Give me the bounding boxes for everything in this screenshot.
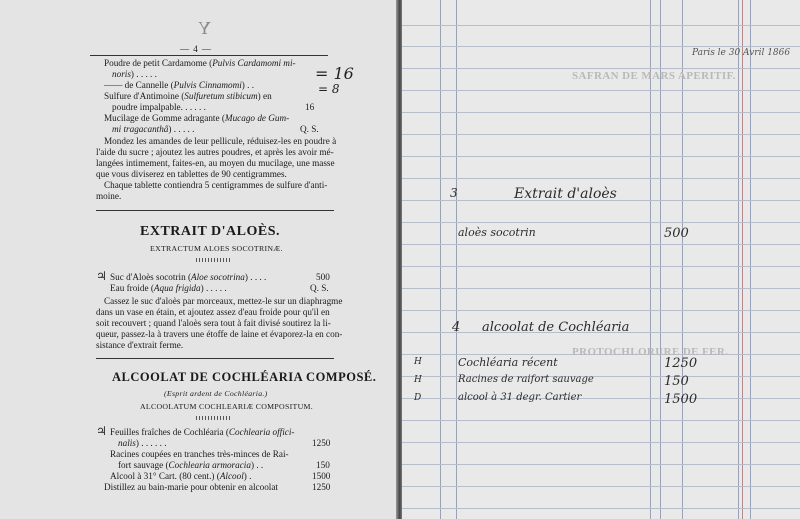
aloes-ingredient-2: Eau froide (Aqua frigida) . . . . . — [110, 283, 227, 293]
formula-instr-6: moine. — [96, 191, 122, 201]
cochlearia-ingredient-3: Racines coupées en tranches très-minces de Rai- — [110, 449, 289, 459]
aloes-ingredient-1: Suc d'Aloès socotrin (Aloe socotrina) . . . . — [110, 272, 267, 282]
ledger-rule — [402, 442, 800, 443]
formula-instr-1: Mondez les amandes de leur pellicule, réduisez-les en poudre à — [104, 136, 337, 146]
ledger-rule — [402, 134, 800, 135]
ledger-rule — [402, 486, 800, 487]
aloes-instr-4: queur, passez-la à travers une étoffe de laine et évaporez-la en con- — [96, 329, 343, 339]
ledger-rule — [402, 508, 800, 509]
section-rule — [96, 210, 334, 211]
section-rule — [96, 358, 334, 359]
formula-line-2: noris) . . . . . — [112, 69, 157, 79]
ledger-rule — [402, 310, 800, 311]
bleed-through-title: PROTOCHLORURE DE FER. — [572, 346, 729, 358]
formula-line-7: mi tragacanthâ) . . . . . — [112, 124, 195, 134]
aloes-qty-2: Q. S. — [310, 283, 329, 293]
aloes-instr-5: sistance d'extrait ferme. — [96, 340, 184, 350]
antimoine-qty: 16 — [305, 102, 315, 112]
ornament-rule — [196, 416, 230, 420]
formula-instr-3: langées intimement, faites-en, au moyen du mucilage, une masse — [96, 158, 335, 168]
cochlearia-ingredient-2: nalis) . . . . . . — [118, 438, 167, 448]
handwritten-qty-1: = 16 — [315, 64, 354, 83]
aloes-qty-1: 500 — [316, 272, 330, 282]
ledger-rule — [402, 222, 800, 223]
cochlearia-ingredient-5: Alcool à 31° Cart. (80 cent.) (Alcool) . — [110, 471, 252, 481]
ledger-rule — [402, 266, 800, 267]
ledger-rule — [402, 420, 800, 421]
ledger-rule — [402, 25, 800, 26]
formula-instr-5: Chaque tablette contiendra 5 centigrammes de sulfure d'anti- — [104, 180, 328, 190]
aloes-title: EXTRAIT D'ALOÈS. — [140, 224, 281, 239]
handwritten-qty-2: = 8 — [318, 82, 340, 96]
aloes-instr-3: soit recouvert ; quand l'aloès sera tout à fait divisé soutirez la li- — [96, 318, 331, 328]
cochlearia-ingredient-1: Feuilles fraîches de Cochléaria (Cochlearia offici- — [110, 427, 295, 437]
entry-row-letter: H — [414, 375, 422, 385]
recipe-symbol: ♃ — [96, 424, 107, 438]
formula-line-4: Sulfure d'Antimoine (Sulfuretum stibicum) en — [104, 91, 272, 101]
ledger-rule — [402, 90, 800, 91]
cochlearia-subtitle: (Esprit ardent de Cochléaria.) — [164, 389, 268, 398]
entry-ingredient: Cochléaria récent — [458, 356, 558, 369]
ledger-rule — [402, 244, 800, 245]
formula-instr-4: que vous diviserez en tablettes de 90 centigrammes. — [96, 169, 287, 179]
ledger-rule — [402, 464, 800, 465]
entry-title: Extrait d'aloès — [514, 186, 617, 202]
page-number: — 4 — — [180, 44, 212, 54]
entry-qty: 1250 — [664, 356, 698, 371]
cochlearia-qty-1: 1250 — [312, 438, 331, 448]
ledger-rule — [402, 112, 800, 113]
bleed-through-mark: Y — [198, 18, 211, 38]
ledger-date: Paris le 30 Avril 1866 — [692, 48, 791, 58]
cochlearia-qty-4: 1250 — [312, 482, 331, 492]
ledger-rule — [402, 68, 800, 69]
formula-instr-2: l'aide du sucre ; ajoutez les autres poudres, et après les avoir mé- — [96, 147, 334, 157]
entry-qty: 500 — [664, 226, 689, 241]
ledger-rule — [402, 46, 800, 47]
header-rule — [90, 55, 328, 56]
entry-row-letter: D — [414, 393, 422, 403]
formula-line-1: Poudre de petit Cardamome (Pulvis Cardamomi mi- — [104, 58, 296, 68]
cochlearia-title: ALCOOLAT DE COCHLÉARIA COMPOSÉ. — [112, 370, 377, 384]
aloes-instr-2: dans un vase en étain, et ajoutez assez d'eau froide pour qu'il en — [96, 307, 330, 317]
ledger-rule — [402, 178, 800, 179]
entry-ingredient: alcool à 31 degr. Cartier — [458, 392, 582, 403]
ledger-rule — [402, 288, 800, 289]
left-printed-page — [0, 0, 398, 519]
mucilage-qty: Q. S. — [300, 124, 319, 134]
entry-ingredient: aloès socotrin — [458, 226, 536, 239]
aloes-instr-1: Cassez le suc d'aloès par morceaux, mettez-le sur un diaphragme — [104, 296, 343, 306]
bleed-through-title: SAFRAN DE MARS APERITIF. — [572, 70, 736, 82]
formula-line-5: poudre impalpable. . . . . . — [112, 102, 206, 112]
cochlearia-ingredient-6: Distillez au bain-marie pour obtenir en alcoolat — [104, 482, 278, 492]
formula-line-6: Mucilage de Gomme adragante (Mucago de Gum- — [104, 113, 290, 123]
entry-title: alcoolat de Cochléaria — [482, 320, 630, 335]
recipe-symbol: ♃ — [96, 269, 107, 283]
entry-qty: 150 — [664, 374, 689, 389]
cochlearia-qty-2: 150 — [316, 460, 330, 470]
cochlearia-ingredient-4: fort sauvage (Cochlearia armoracia) . . — [118, 460, 264, 470]
aloes-latin: EXTRACTUM ALOES SOCOTRINÆ. — [150, 244, 283, 253]
entry-number: 3 — [450, 186, 458, 200]
cochlearia-latin: ALCOOLATUM COCHLEARIÆ COMPOSITUM. — [140, 402, 313, 411]
entry-number: 4 — [452, 320, 461, 335]
ornament-rule — [196, 258, 230, 262]
right-ledger-page — [402, 0, 800, 519]
formula-line-3: —— de Cannelle (Pulvis Cinnamomi) . . — [104, 80, 255, 90]
entry-qty: 1500 — [664, 392, 698, 407]
ledger-rule — [402, 156, 800, 157]
entry-row-letter: H — [414, 357, 422, 367]
entry-ingredient: Racines de raifort sauvage — [458, 374, 594, 385]
cochlearia-qty-3: 1500 — [312, 471, 331, 481]
